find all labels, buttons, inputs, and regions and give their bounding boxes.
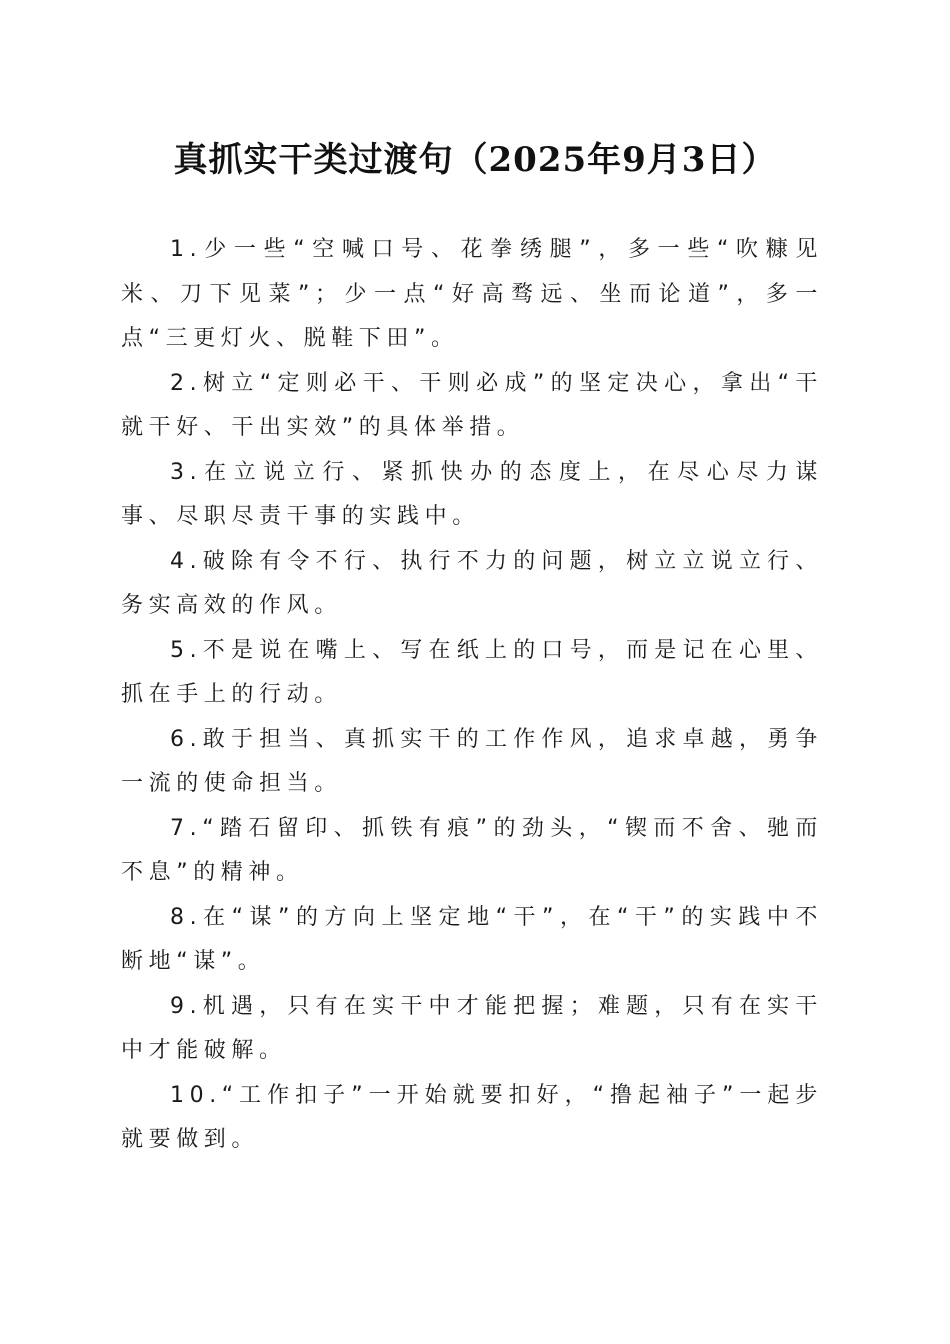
- paragraph-1: 1.少一些“空喊口号、花拳绣腿”，多一些“吹糠见米、刀下见菜”；少一点“好高骛远、坐而论道”，多一点“三更灯火、脱鞋下田”。: [121, 237, 823, 351]
- paragraph-6: 6.敢于担当、真抓实干的工作作风，追求卓越，勇争一流的使命担当。: [121, 726, 823, 796]
- paragraph-8: 8.在“谋”的方向上坚定地“干”，在“干”的实践中不断地“谋”。: [121, 904, 823, 974]
- document-body: [121, 228, 823, 1163]
- paragraph-10: 10.“工作扣子”一开始就要扣好，“撸起袖子”一起步就要做到。: [121, 1082, 823, 1152]
- paragraph-3: 3.在立说立行、紧抓快办的态度上，在尽心尽力谋事、尽职尽责干事的实践中。: [121, 459, 823, 529]
- paragraph-9: 9.机遇，只有在实干中才能把握；难题，只有在实干中才能破解。: [121, 993, 823, 1063]
- paragraph-5: 5.不是说在嘴上、写在纸上的口号，而是记在心里、抓在手上的行动。: [121, 637, 823, 707]
- paragraph-2: 2.树立“定则必干、干则必成”的坚定决心，拿出“干就干好、干出实效”的具体举措。: [121, 370, 823, 440]
- paragraph-7: 7.“踏石留印、抓铁有痕”的劲头，“锲而不舍、驰而不息”的精神。: [121, 815, 823, 885]
- document-title: 真抓实干类过渡句（2025年9月3日）: [173, 140, 777, 180]
- paragraph-4: 4.破除有令不行、执行不力的问题，树立立说立行、务实高效的作风。: [121, 548, 823, 618]
